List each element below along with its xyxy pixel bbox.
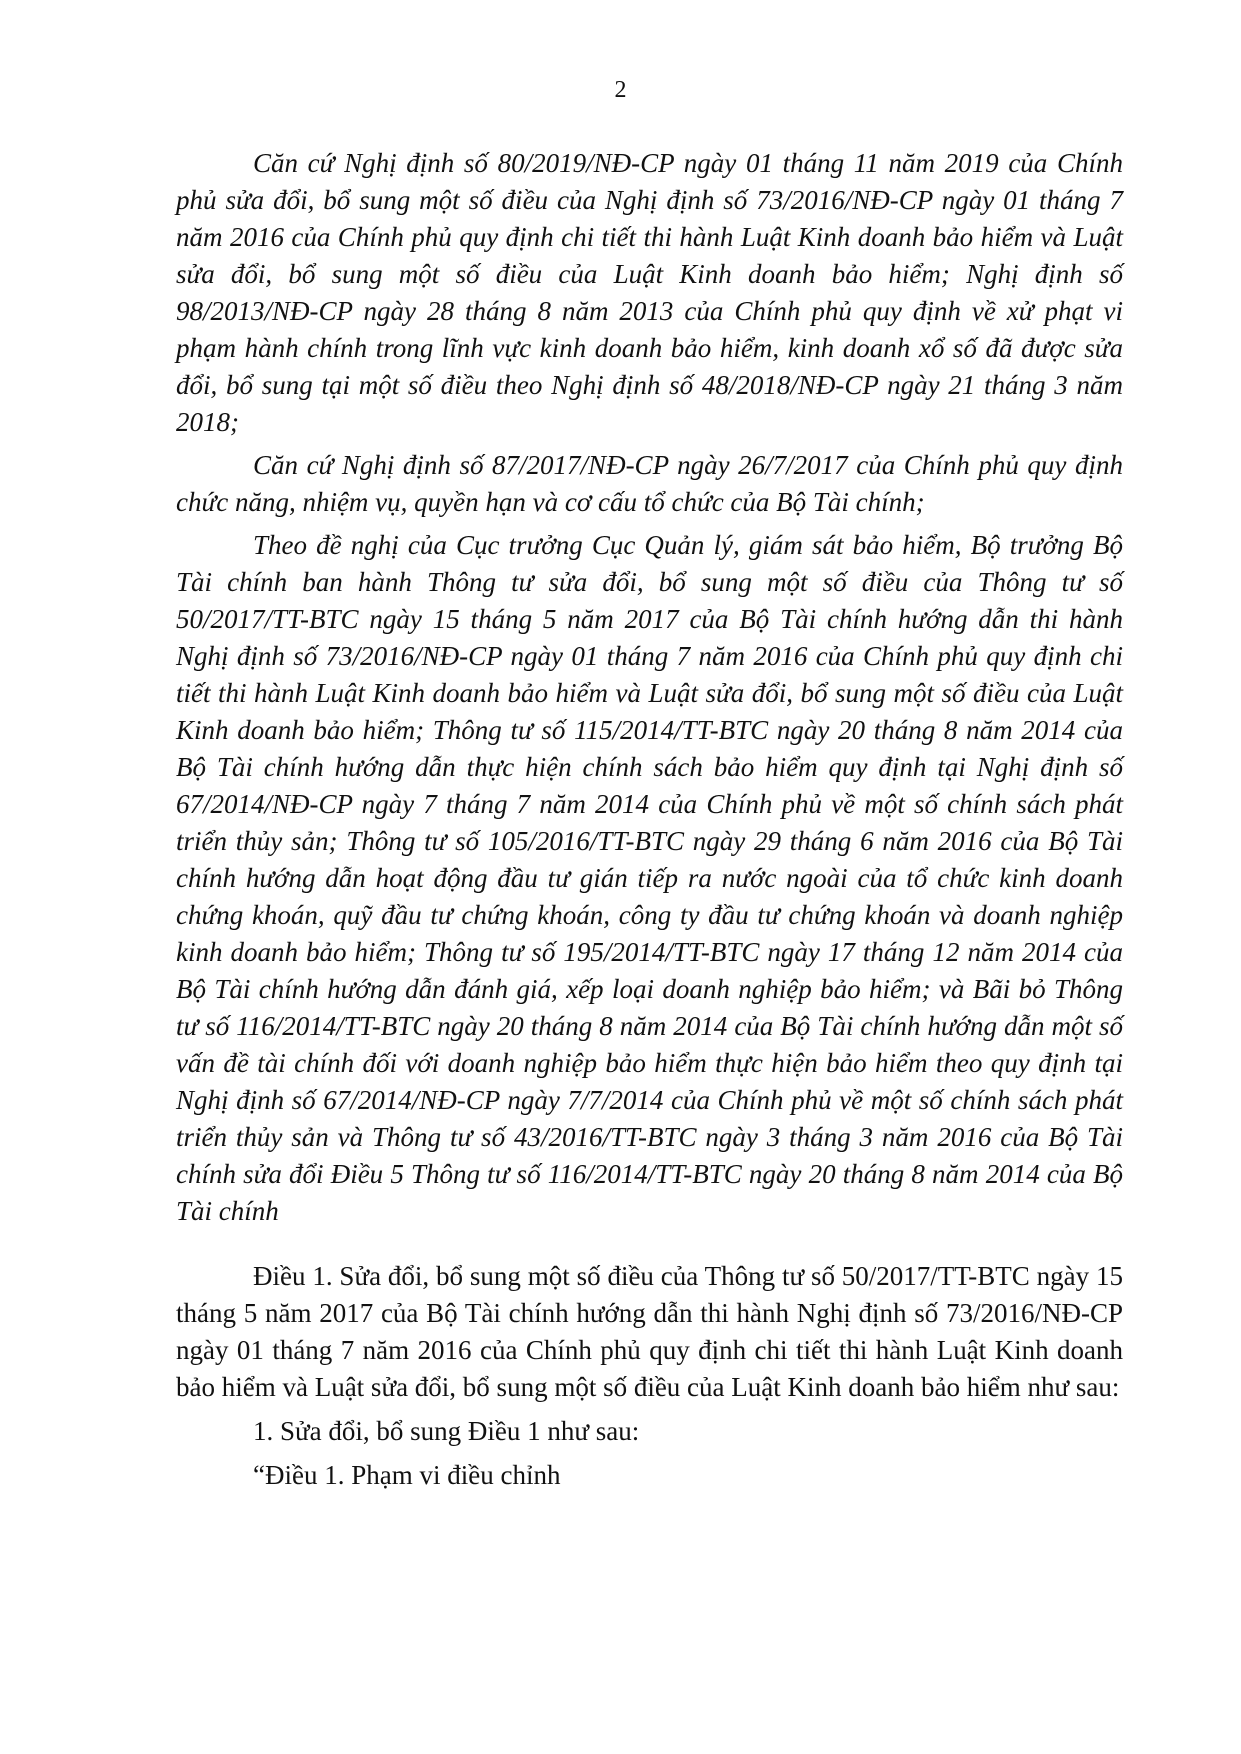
article-quoted-heading: “Điều 1. Phạm vi điều chỉnh (253, 1460, 561, 1490)
preamble-paragraph: Theo đề nghị của Cục trưởng Cục Quản lý, giám sát bảo hiểm, Bộ trưởng Bộ Tài chính ban hành Thông tư sửa đổi, bổ sung một số điều của Thông tư số 50/2017/TT-BTC ngày 15 tháng 5 năm 2017 của Bộ Tài chính hướng dẫn thi hành Nghị định số 73/2016/NĐ-CP ngày 01 tháng 7 năm 2016 của Chính phủ quy định chi tiết thi hành Luật Kinh doanh bảo hiểm và Luật sửa đổi, bổ sung một số điều của Luật Kinh doanh bảo hiểm; Thông tư số 115/2014/TT-BTC ngày 20 tháng 8 năm 2014 của Bộ Tài chính hướng dẫn thực hiện chính sách bảo hiểm quy định tại Nghị định số 67/2014/NĐ-CP ngày 7 tháng 7 năm 2014 của Chính phủ về một số chính sách phát triển thủy sản; Thông tư số 105/2016/TT-BTC ngày 29 tháng 6 năm 2016 của Bộ Tài chính hướng dẫn hoạt động đầu tư gián tiếp ra nước ngoài của tổ chức kinh doanh chứng khoán, quỹ đầu tư chứng khoán, công ty đầu tư chứng khoán và doanh nghiệp kinh doanh bảo hiểm; Thông tư số 195/2014/TT-BTC ngày 17 tháng 12 năm 2014 của Bộ Tài chính hướng dẫn đánh giá, xếp loại doanh nghiệp bảo hiểm; và Bãi bỏ Thông tư số 116/2014/TT-BTC ngày 20 tháng 8 năm 2014 của Bộ Tài chính hướng dẫn một số vấn đề tài chính đối với doanh nghiệp bảo hiểm thực hiện bảo hiểm theo quy định tại Nghị định số 67/2014/NĐ-CP ngày 7/7/2014 của Chính phủ về một số chính sách phát triển thủy sản và Thông tư số 43/2016/TT-BTC ngày 3 tháng 3 năm 2016 của Bộ Tài chính sửa đổi Điều 5 Thông tư số 116/2014/TT-BTC ngày 20 tháng 8 năm 2014 của Bộ Tài chính (176, 530, 1123, 1226)
page-number: 2 (614, 77, 627, 103)
preamble-paragraph: Căn cứ Nghị định số 87/2017/NĐ-CP ngày 26/7/2017 của Chính phủ quy định chức năng, nhiệm vụ, quyền hạn và cơ cấu tổ chức của Bộ Tài chính; (176, 450, 1123, 517)
preamble-paragraph: Căn cứ Nghị định số 80/2019/NĐ-CP ngày 01 tháng 11 năm 2019 của Chính phủ sửa đổi, bổ sung một số điều của Nghị định số 73/2016/NĐ-CP ngày 01 tháng 7 năm 2016 của Chính phủ quy định chi tiết thi hành Luật Kinh doanh bảo hiểm và Luật sửa đổi, bổ sung một số điều của Luật Kinh doanh bảo hiểm; Nghị định số 98/2013/NĐ-CP ngày 28 tháng 8 năm 2013 của Chính phủ quy định về xử phạt vi phạm hành chính trong lĩnh vực kinh doanh bảo hiểm, kinh doanh xổ số đã được sửa đổi, bổ sung tại một số điều theo Nghị định số 48/2018/NĐ-CP ngày 21 tháng 3 năm 2018; (176, 148, 1123, 437)
article-section (176, 1258, 1123, 1501)
article-clause: 1. Sửa đổi, bổ sung Điều 1 như sau: (253, 1416, 640, 1446)
article-heading-paragraph: Điều 1. Sửa đổi, bổ sung một số điều của Thông tư số 50/2017/TT-BTC ngày 15 tháng 5 năm 2017 của Bộ Tài chính hướng dẫn thi hành Nghị định số 73/2016/NĐ-CP ngày 01 tháng 7 năm 2016 của Chính phủ quy định chi tiết thi hành Luật Kinh doanh bảo hiểm và Luật sửa đổi, bổ sung một số điều của Luật Kinh doanh bảo hiểm như sau: (176, 1261, 1123, 1402)
preamble-section (176, 145, 1123, 1236)
